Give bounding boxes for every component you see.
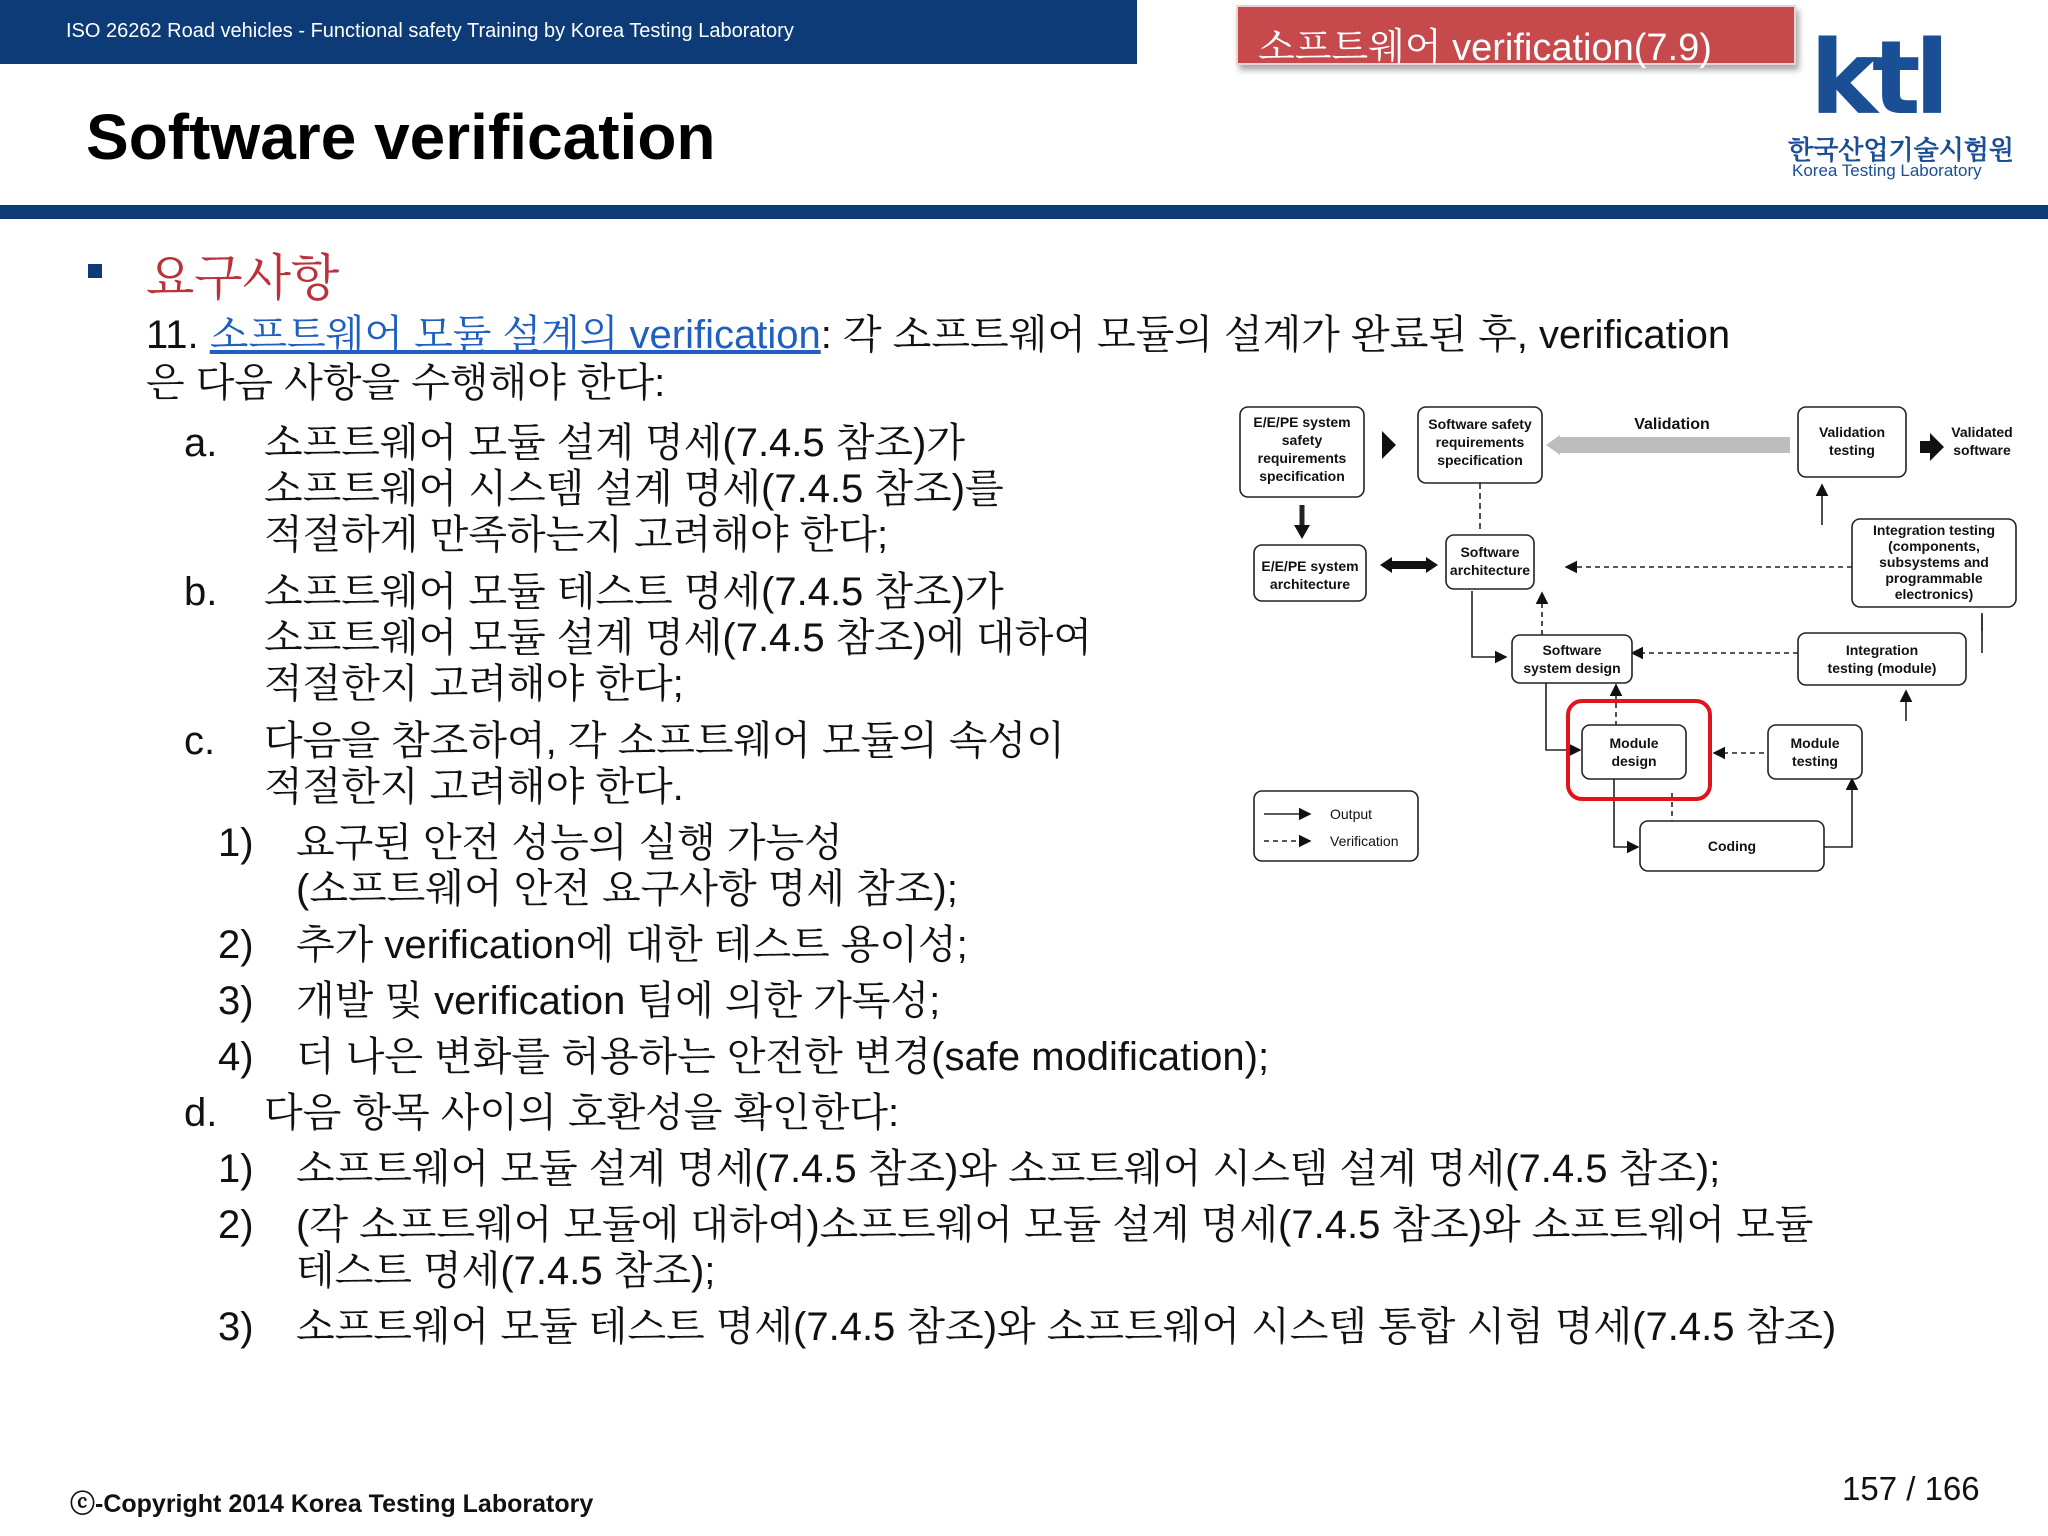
sub-item-c2: 추가 verification에 대한 테스트 용이성; xyxy=(296,923,968,967)
page-title: Software verification xyxy=(86,101,716,173)
sub-item-d3: 소프트웨어 모듈 테스트 명세(7.4.5 참조)와 소프트웨어 시스템 통합 시험 명세(7.4.5 참조) xyxy=(296,1305,1837,1349)
section-heading: 요구사항 xyxy=(146,250,340,306)
sw-arch-text-2: architecture xyxy=(1449,562,1531,578)
eepe-req-text-3: requirements xyxy=(1257,450,1347,466)
validation-testing-text-1: Validation xyxy=(1818,424,1886,440)
legend-verification-label: Verification xyxy=(1330,833,1399,849)
page-number: 157 / 166 xyxy=(1842,1470,1980,1507)
sw-safety-text-3: specification xyxy=(1437,452,1523,468)
header-bar xyxy=(0,0,1137,64)
module-testing-text-2: testing xyxy=(1792,753,1838,769)
arrowhead-icon xyxy=(1390,561,1428,569)
integ-comp-text-3: subsystems and xyxy=(1879,554,1989,570)
eepe-req-text-1: E/E/PE system xyxy=(1253,414,1351,430)
list-item-b-line2: 소프트웨어 모듈 설계 명세(7.4.5 참조)에 대하여 xyxy=(264,616,1093,660)
integ-comp-text-2: (components, xyxy=(1888,538,1980,554)
module-design-box xyxy=(1582,725,1686,779)
sub-marker-d1: 1) xyxy=(218,1147,254,1191)
sub-item-d1: 소프트웨어 모듈 설계 명세(7.4.5 참조)와 소프트웨어 시스템 설계 명세(7.4.5 참조); xyxy=(296,1147,1721,1191)
list-item-c-line2: 적절한지 고려해야 한다. xyxy=(264,765,684,809)
validated-software-text-2: software xyxy=(1953,442,2011,458)
list-marker-a: a. xyxy=(184,421,218,465)
sub-marker-c3: 3) xyxy=(218,979,254,1023)
square-bullet-icon xyxy=(88,264,102,278)
integ-module-text-2: testing (module) xyxy=(1827,660,1937,676)
sub-marker-d3: 3) xyxy=(218,1305,254,1349)
integration-testing-module-box xyxy=(1798,633,1966,685)
sw-system-design-text-1: Software xyxy=(1542,642,1602,658)
course-title: ISO 26262 Road vehicles - Functional safety Training by Korea Testing Laboratory xyxy=(66,20,794,42)
software-lifecycle-diagram xyxy=(1230,395,2030,875)
module-design-text-1: Module xyxy=(1609,735,1659,751)
sub-item-d2-line1: (각 소프트웨어 모듈에 대하여)소프트웨어 모듈 설계 명세(7.4.5 참조)와 소프트웨어 모듈 xyxy=(296,1203,1814,1247)
sub-item-c1-line2: (소프트웨어 안전 요구사항 명세 참조); xyxy=(296,867,958,911)
eepe-arch-text-2: architecture xyxy=(1269,576,1351,592)
logo-english-name: Korea Testing Laboratory xyxy=(1792,161,1982,180)
sw-safety-text-2: requirements xyxy=(1435,434,1525,450)
validated-software-text-1: Validated xyxy=(1951,424,2013,440)
list-marker-c: c. xyxy=(184,719,216,763)
list-marker-d: d. xyxy=(184,1091,218,1135)
sw-arch-text-1: Software xyxy=(1460,544,1520,560)
sub-marker-d2: 2) xyxy=(218,1203,254,1247)
validation-testing-text-2: testing xyxy=(1829,442,1875,458)
list-item-d-line1: 다음 항목 사이의 호환성을 확인한다: xyxy=(264,1091,900,1135)
sub-marker-c1: 1) xyxy=(218,821,254,865)
output-arrow xyxy=(1614,779,1638,847)
list-item-a-line3: 적절하게 만족하는지 고려해야 한다; xyxy=(264,513,889,557)
sw-system-design-text-2: system design xyxy=(1523,660,1621,676)
module-testing-box xyxy=(1768,725,1862,779)
sub-item-c4: 더 나은 변화를 허용하는 안전한 변경(safe modification); xyxy=(296,1035,1270,1079)
list-item-b-line3: 적절한지 고려해야 한다; xyxy=(264,662,684,706)
logo-korean-name: 한국산업기술시험원 xyxy=(1788,135,2015,165)
output-arrow xyxy=(1472,591,1506,657)
section-badge-label: 소프트웨어 verification(7.9) xyxy=(1258,27,1712,69)
sub-marker-c2: 2) xyxy=(218,923,254,967)
title-divider xyxy=(0,205,2048,219)
arrowhead-icon xyxy=(1294,525,1310,539)
legend-box xyxy=(1254,791,1418,861)
copyright-notice: ⓒ-Copyright 2014 Korea Testing Laboratory xyxy=(70,1490,594,1518)
sub-item-c1-line1: 요구된 안전 성능의 실행 가능성 xyxy=(296,821,843,865)
sw-safety-text-1: Software safety xyxy=(1428,416,1532,432)
coding-text: Coding xyxy=(1707,838,1757,854)
sub-item-d2-line2: 테스트 명세(7.4.5 참조); xyxy=(296,1249,716,1293)
eepe-req-text-4: specification xyxy=(1259,468,1345,484)
arrowhead-icon xyxy=(1920,441,1932,453)
item-11-line1 xyxy=(146,312,1730,358)
section-badge xyxy=(1236,5,1796,69)
list-marker-b: b. xyxy=(184,570,218,614)
legend-output-label: Output xyxy=(1330,806,1373,822)
item-11-line2: 은 다음 사항을 수행해야 한다: xyxy=(146,361,666,405)
eepe-arch-text-1: E/E/PE system xyxy=(1261,558,1359,574)
output-arrow xyxy=(1546,679,1580,750)
sub-marker-c4: 4) xyxy=(218,1035,254,1079)
list-item-b-line1: 소프트웨어 모듈 테스트 명세(7.4.5 참조)가 xyxy=(264,570,1004,614)
arrowhead-icon xyxy=(1382,439,1390,451)
integ-module-text-1: Integration xyxy=(1845,642,1919,658)
output-arrow xyxy=(1824,779,1852,847)
module-design-text-2: design xyxy=(1611,753,1657,769)
sub-item-c3: 개발 및 verification 팀에 의한 가독성; xyxy=(296,979,941,1023)
integ-comp-text-5: electronics) xyxy=(1894,586,1974,602)
integ-comp-text-1: Integration testing xyxy=(1872,522,1996,538)
list-item-a-line1: 소프트웨어 모듈 설계 명세(7.4.5 참조)가 xyxy=(264,421,966,465)
module-testing-text-1: Module xyxy=(1790,735,1840,751)
item-link[interactable]: 소프트웨어 모듈 설계의 verification xyxy=(209,313,821,357)
integ-comp-text-4: programmable xyxy=(1885,570,1983,586)
list-item-c-line1: 다음을 참조하여, 각 소프트웨어 모듈의 속성이 xyxy=(264,719,1065,763)
arrowhead-icon xyxy=(1930,433,1944,461)
item-number: 11. xyxy=(146,313,199,357)
list-item-a-line2: 소프트웨어 시스템 설계 명세(7.4.5 참조)를 xyxy=(264,467,1004,511)
arrowhead-icon xyxy=(1546,435,1560,455)
item-rest: : 각 소프트웨어 모듈의 설계가 완료된 후, verification xyxy=(820,313,1731,357)
ktl-logo: ktl xyxy=(1810,19,1944,138)
eepe-req-text-2: safety xyxy=(1281,432,1323,448)
validation-label: Validation xyxy=(1634,416,1710,433)
